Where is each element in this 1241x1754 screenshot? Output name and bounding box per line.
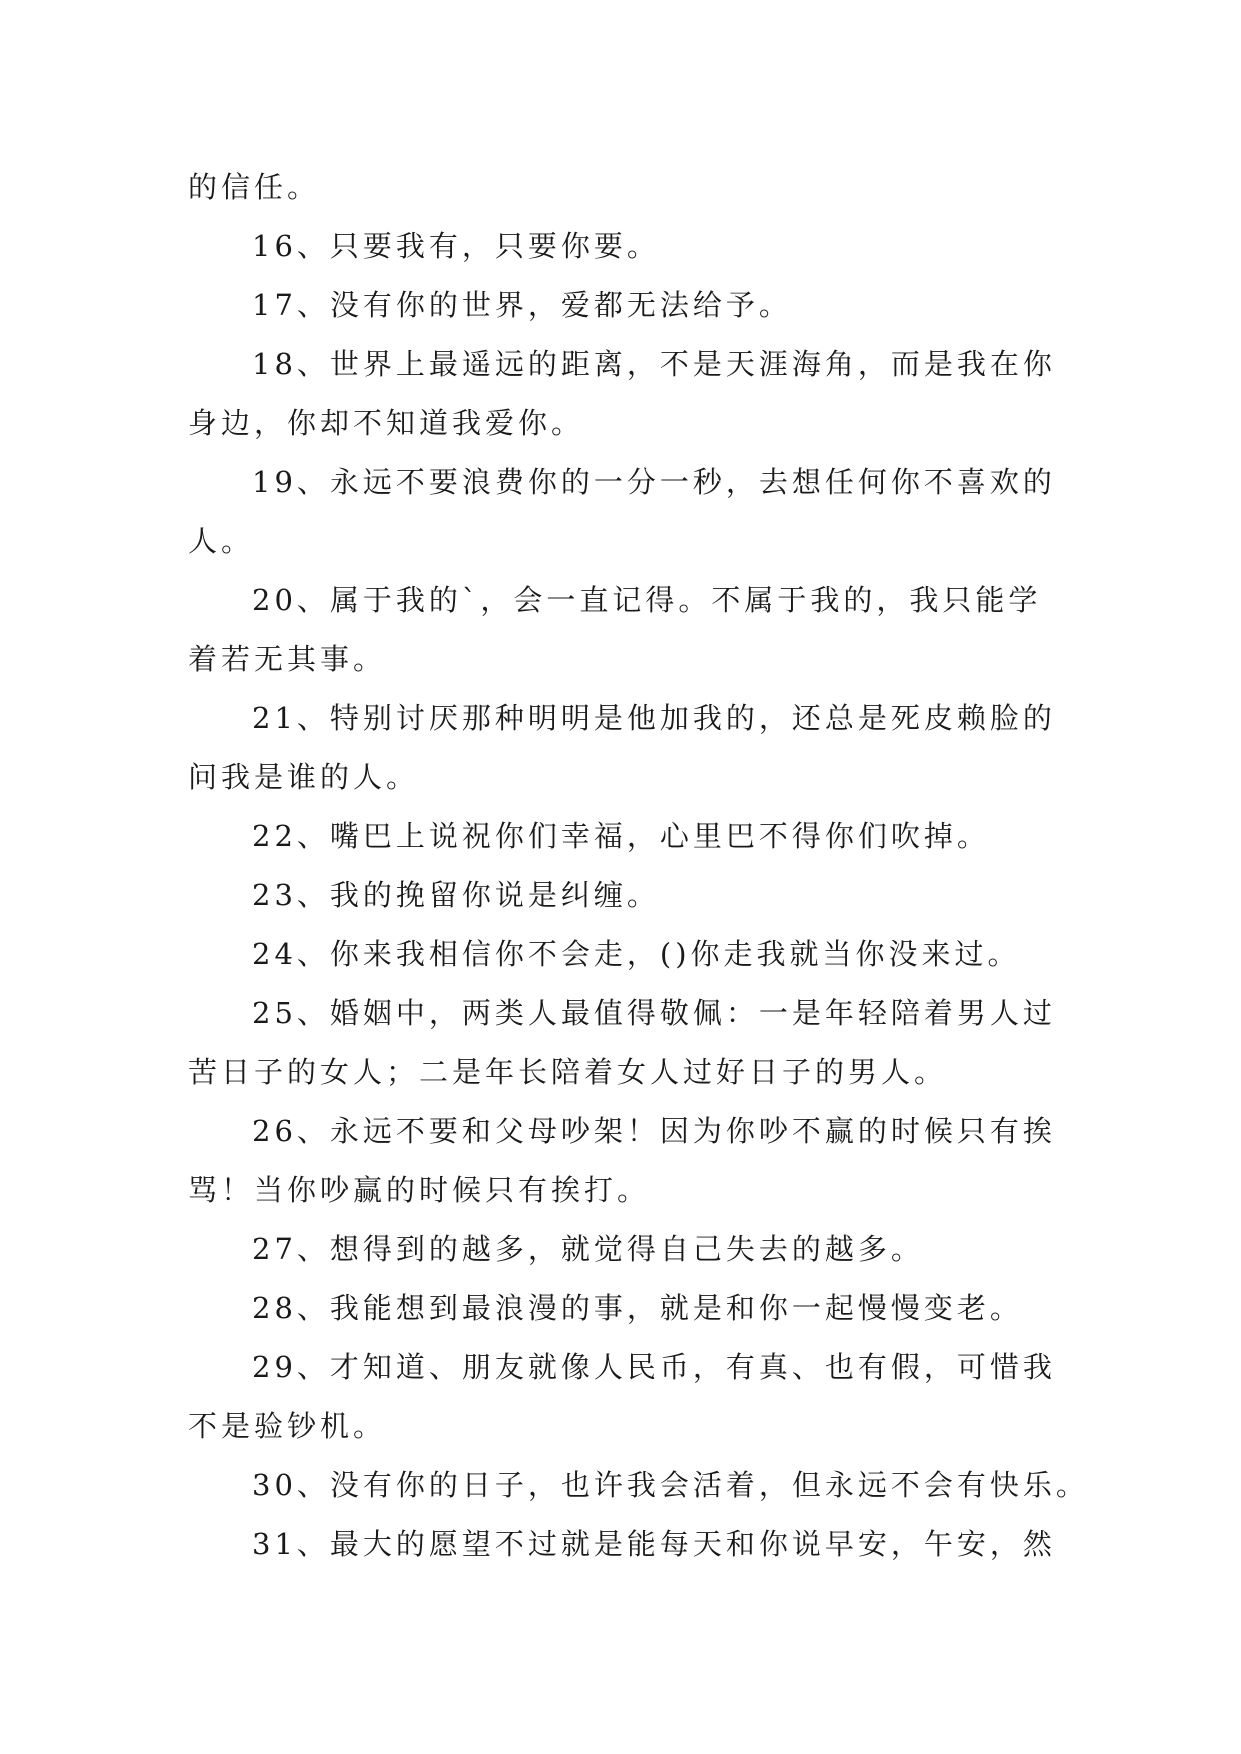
text-line: 骂！当你吵赢的时候只有挨打。 <box>188 1173 651 1207</box>
text-line: 25、婚姻中，两类人最值得敬佩：一是年轻陪着男人过 <box>252 996 1056 1030</box>
text-line: 16、只要我有，只要你要。 <box>252 229 660 263</box>
text-line: 的信任。 <box>188 170 321 204</box>
text-line: 28、我能想到最浪漫的事，就是和你一起慢慢变老。 <box>252 1291 1023 1325</box>
text-line: 30、没有你的日子，也许我会活着，但永远不会有快乐。 <box>252 1468 1089 1502</box>
text-line: 17、没有你的世界，爱都无法给予。 <box>252 288 792 322</box>
text-line: 31、最大的愿望不过就是能每天和你说早安，午安，然 <box>252 1527 1056 1561</box>
text-line: 苦日子的女人；二是年长陪着女人过好日子的男人。 <box>188 1055 948 1089</box>
text-line: 22、嘴巴上说祝你们幸福，心里巴不得你们吹掉。 <box>252 819 990 853</box>
text-line: 问我是谁的人。 <box>188 760 420 794</box>
text-line: 29、才知道、朋友就像人民币，有真、也有假，可惜我 <box>252 1350 1056 1384</box>
text-line: 21、特别讨厌那种明明是他加我的，还总是死皮赖脸的 <box>252 701 1056 735</box>
text-line: 19、永远不要浪费你的一分一秒，去想任何你不喜欢的 <box>252 465 1056 499</box>
text-line: 23、我的挽留你说是纠缠。 <box>252 878 660 912</box>
text-line: 20、属于我的`，会一直记得。不属于我的，我只能学 <box>252 583 1042 617</box>
text-line: 24、你来我相信你不会走，()你走我就当你没来过。 <box>252 937 1021 971</box>
text-line: 27、想得到的越多，就觉得自己失去的越多。 <box>252 1232 924 1266</box>
document-body <box>188 158 1089 1574</box>
text-line: 18、世界上最遥远的距离，不是天涯海角，而是我在你 <box>252 347 1056 381</box>
text-line: 不是验钞机。 <box>188 1409 387 1443</box>
text-line: 着若无其事。 <box>188 642 387 676</box>
text-line: 26、永远不要和父母吵架！因为你吵不赢的时候只有挨 <box>252 1114 1056 1148</box>
text-line: 身边，你却不知道我爱你。 <box>188 406 585 440</box>
text-line: 人。 <box>188 524 255 558</box>
